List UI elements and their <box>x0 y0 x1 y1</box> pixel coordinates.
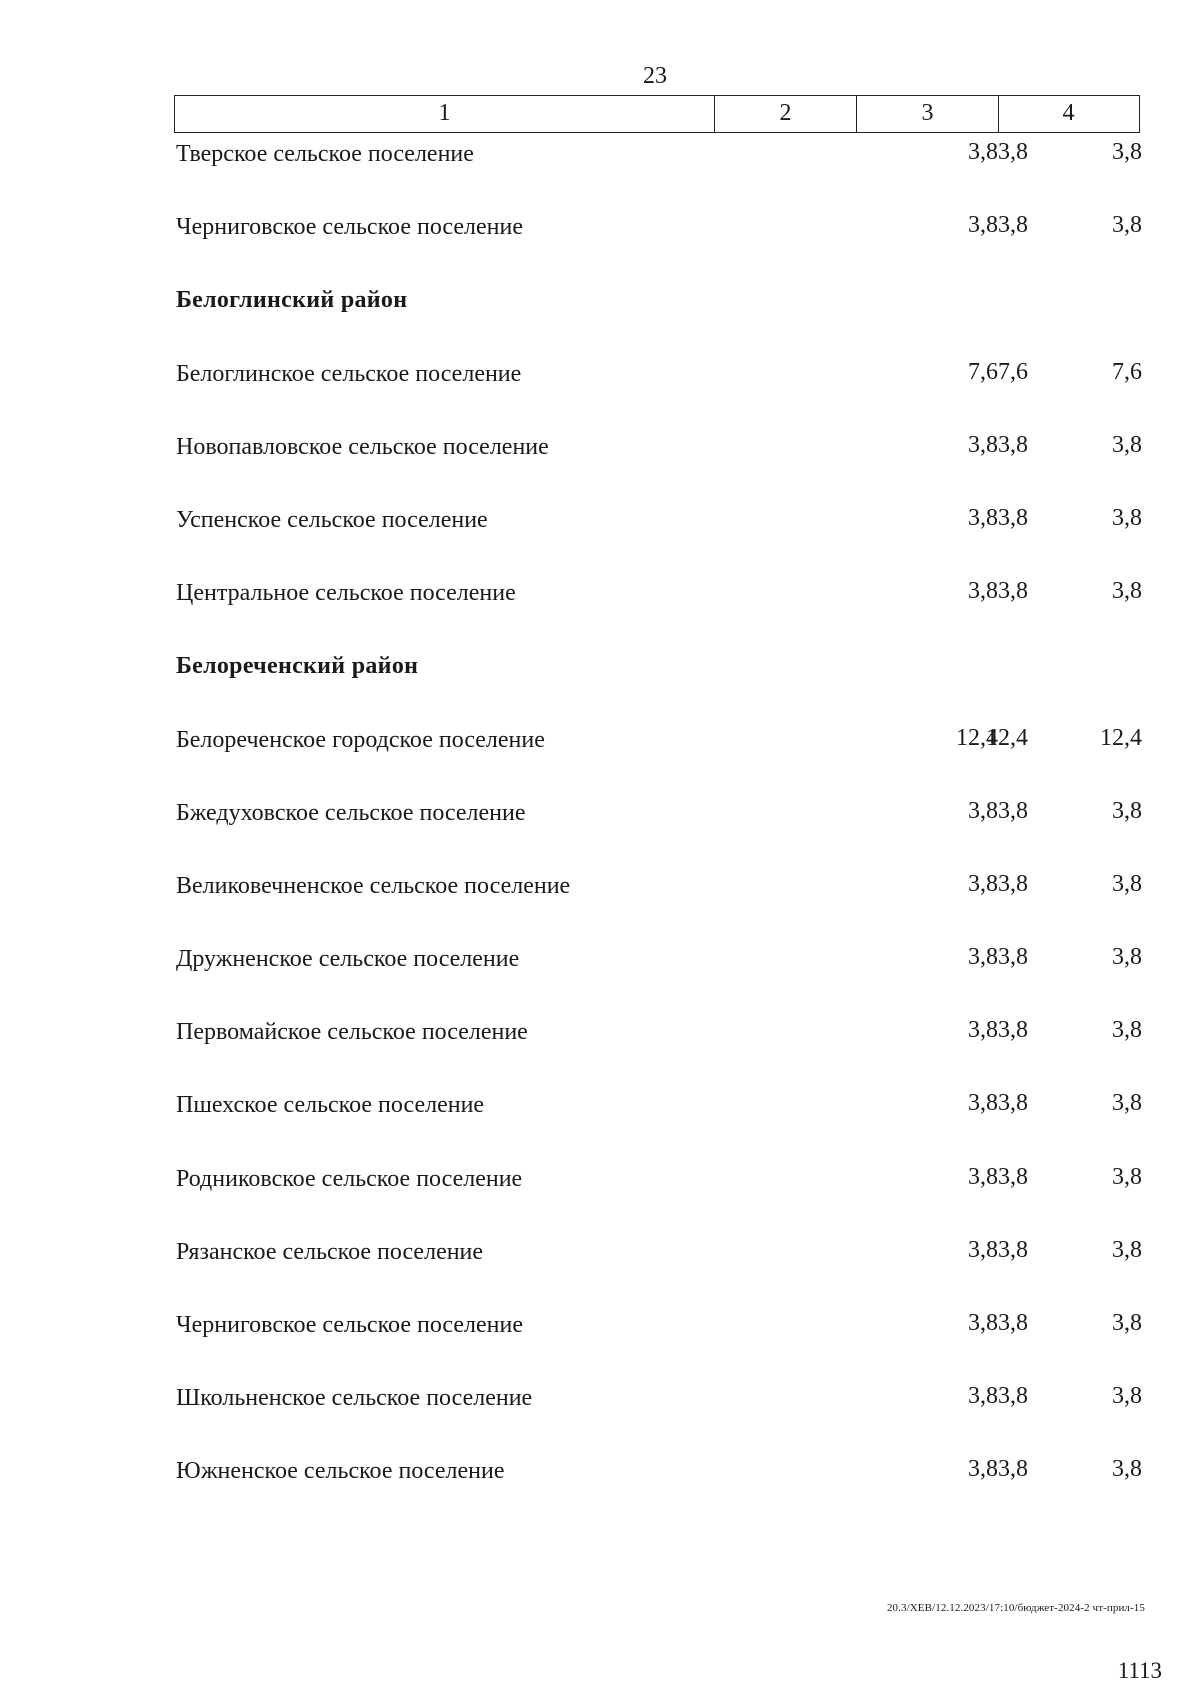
value-col-4: 3,8 <box>1112 1017 1142 1044</box>
table-body <box>174 136 1140 1527</box>
value-col-2: 3,8 <box>998 431 1028 458</box>
table-row <box>174 1453 1140 1526</box>
value-col-2: 7,6 <box>998 358 1028 385</box>
value-col-3: 3,8 <box>968 139 998 165</box>
value-col-2: 3,8 <box>998 1383 1028 1410</box>
table-row <box>174 1014 1140 1087</box>
header-col-2: 2 <box>715 96 857 132</box>
table-row <box>174 1307 1140 1380</box>
value-col-4: 3,8 <box>1112 1163 1142 1190</box>
settlement-name: Великовечненское сельское поселение <box>176 872 571 899</box>
value-col-2: 3,8 <box>998 139 1028 165</box>
value-col-3: 3,8 <box>968 1383 998 1410</box>
value-col-2: 3,8 <box>998 1163 1028 1190</box>
page-number-top: 23 <box>643 63 667 89</box>
value-col-4: 3,8 <box>1112 797 1142 824</box>
district-name: Белореченский район <box>176 653 419 680</box>
value-col-4: 12,4 <box>1100 724 1142 751</box>
page-number-bottom: 1113 <box>1117 1658 1162 1683</box>
settlement-name: Тверское сельское поселение <box>176 141 474 167</box>
value-col-2: 3,8 <box>998 1090 1028 1117</box>
value-col-4: 3,8 <box>1112 431 1142 458</box>
value-col-3: 3,8 <box>968 212 998 239</box>
table-row <box>174 941 1140 1014</box>
settlement-name: Бжедуховское сельское поселение <box>176 799 526 826</box>
value-col-3: 7,6 <box>968 358 998 385</box>
value-col-4: 3,8 <box>1112 944 1142 971</box>
value-col-4: 3,8 <box>1112 1236 1142 1263</box>
value-col-3: 3,8 <box>968 1310 998 1336</box>
settlement-name: Рязанское сельское поселение <box>176 1238 484 1265</box>
value-col-2: 3,8 <box>998 504 1028 531</box>
value-col-2: 12,4 <box>986 724 1028 751</box>
table-row <box>174 722 1140 795</box>
value-col-4: 3,8 <box>1112 212 1142 239</box>
settlement-name: Белоглинское сельское поселение <box>176 360 522 387</box>
value-col-4: 3,8 <box>1112 870 1142 897</box>
settlement-name: Центральное сельское поселение <box>176 580 516 607</box>
table-row <box>174 1380 1140 1453</box>
value-col-2: 3,8 <box>998 578 1028 605</box>
header-col-1: 1 <box>175 96 715 132</box>
table-row <box>174 1087 1140 1160</box>
table-row <box>174 502 1140 575</box>
settlement-name: Дружненское сельское поселение <box>176 946 520 973</box>
value-col-4: 3,8 <box>1112 1310 1142 1336</box>
table-row <box>174 429 1140 502</box>
header-col-4: 4 <box>1062 100 1075 126</box>
value-col-3: 3,8 <box>968 870 998 897</box>
table-row <box>174 209 1140 282</box>
value-col-3: 3,8 <box>968 944 998 971</box>
value-col-3: 3,8 <box>968 1017 998 1044</box>
settlement-name: Пшехское сельское поселение <box>176 1092 485 1119</box>
value-col-4: 3,8 <box>1112 139 1142 165</box>
settlement-name: Родниковское сельское поселение <box>176 1165 523 1192</box>
value-col-4: 3,8 <box>1112 578 1142 605</box>
value-col-4: 3,8 <box>1112 1456 1142 1483</box>
value-col-3: 3,8 <box>968 431 998 458</box>
value-col-3: 3,8 <box>968 797 998 824</box>
settlement-name: Первомайское сельское поселение <box>176 1019 528 1046</box>
value-col-3: 3,8 <box>968 1456 998 1483</box>
settlement-name: Новопавловское сельское поселение <box>176 433 549 460</box>
table-row <box>174 356 1140 429</box>
table-row <box>174 575 1140 648</box>
value-col-2: 3,8 <box>998 1017 1028 1044</box>
settlement-name: Черниговское сельское поселение <box>176 214 523 241</box>
table-row <box>174 1161 1140 1234</box>
value-col-2: 3,8 <box>998 1310 1028 1336</box>
district-heading-row <box>174 648 1140 721</box>
district-name: Белоглинский район <box>176 287 408 314</box>
settlement-name: Белореченское городское поселение <box>176 726 545 753</box>
table-row <box>174 868 1140 941</box>
value-col-2: 3,8 <box>998 1456 1028 1483</box>
value-col-4: 3,8 <box>1112 504 1142 531</box>
value-col-2: 3,8 <box>998 1236 1028 1263</box>
district-heading-row <box>174 282 1140 355</box>
settlement-name: Успенское сельское поселение <box>176 506 488 533</box>
value-col-2: 3,8 <box>998 797 1028 824</box>
value-col-2: 3,8 <box>998 870 1028 897</box>
settlement-name: Южненское сельское поселение <box>176 1458 505 1485</box>
value-col-2: 3,8 <box>998 212 1028 239</box>
value-col-3: 3,8 <box>968 1236 998 1263</box>
value-col-3: 3,8 <box>968 504 998 531</box>
settlement-name: Черниговское сельское поселение <box>176 1312 523 1338</box>
table-row <box>174 136 1140 209</box>
table-row <box>174 1234 1140 1307</box>
table-header <box>174 95 1140 133</box>
value-col-2: 3,8 <box>998 944 1028 971</box>
value-col-4: 3,8 <box>1112 1090 1142 1117</box>
header-col-3: 3 <box>857 96 999 132</box>
value-col-3: 3,8 <box>968 1163 998 1190</box>
table-row <box>174 795 1140 868</box>
value-col-3: 3,8 <box>968 1090 998 1117</box>
settlement-name: Школьненское сельское поселение <box>176 1385 533 1412</box>
value-col-4: 3,8 <box>1112 1383 1142 1410</box>
value-col-3: 12,4 <box>956 724 998 751</box>
value-col-4: 7,6 <box>1112 358 1142 385</box>
value-col-3: 3,8 <box>968 578 998 605</box>
document-footer-code: 20.3/ХЕВ/12.12.2023/17:10/бюджет-2024-2 чт-прил-15 <box>886 1602 1145 1614</box>
